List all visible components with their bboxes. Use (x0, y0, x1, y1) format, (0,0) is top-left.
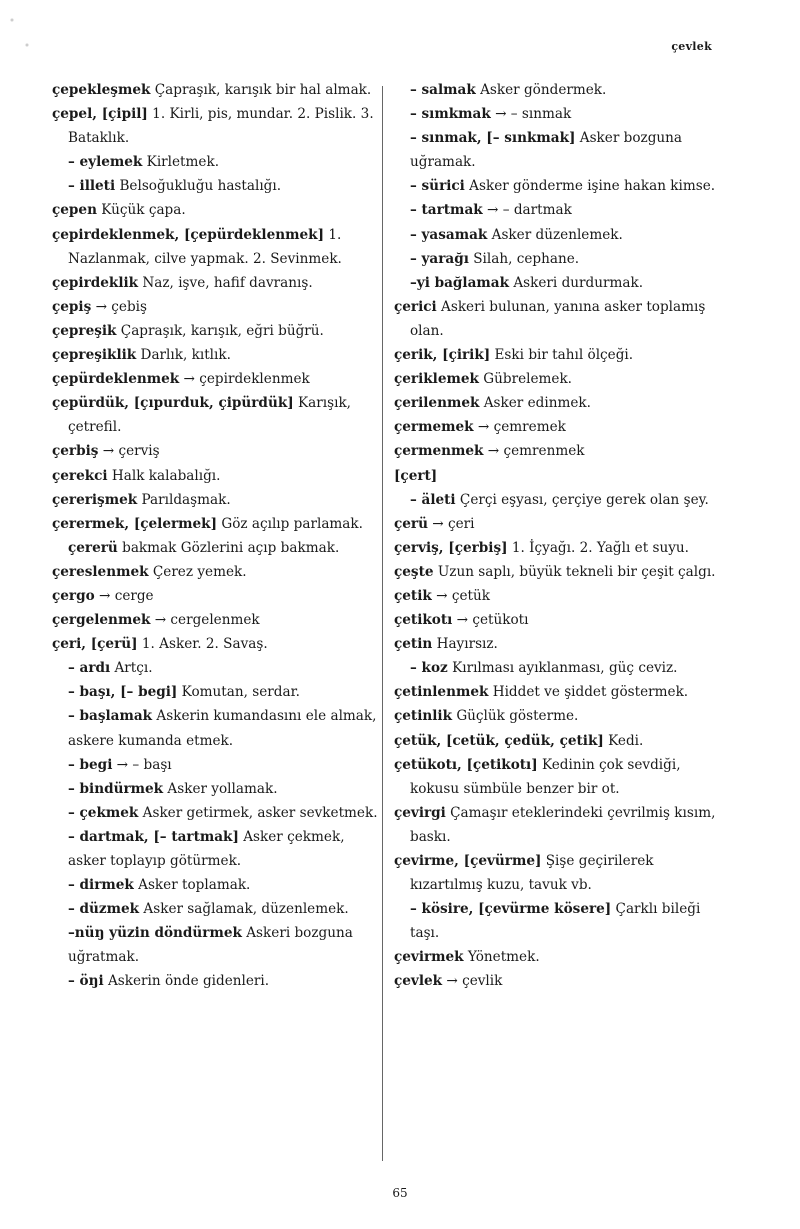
dictionary-entry (394, 271, 716, 295)
page-number: 65 (392, 1186, 408, 1200)
entry-headword: –yi bağlamak (410, 274, 509, 291)
entry-headword: – begi (68, 756, 113, 773)
dictionary-entry (52, 825, 382, 873)
entry-headword: – çekmek (68, 804, 139, 821)
dictionary-entry (52, 464, 382, 488)
entry-headword: çeşte (394, 563, 434, 580)
dictionary-entry (394, 415, 716, 439)
dictionary-entry (52, 102, 382, 150)
dictionary-entry (52, 873, 382, 897)
entry-headword: çevlek (394, 973, 443, 990)
dictionary-entry (394, 897, 716, 945)
entry-headword: çepel, [çipil] (52, 106, 148, 123)
entry-headword: – bindürmek (68, 780, 164, 797)
dictionary-entry (52, 439, 382, 463)
entry-definition: Uzun saplı, büyük tekneli bir çeşit çalgı. (433, 563, 716, 580)
entry-headword: çepürdeklenmek (52, 371, 180, 388)
entry-headword: çepreşiklik (52, 347, 137, 364)
entry-definition: Naz, işve, hafif davranış. (138, 274, 313, 291)
entry-headword: – sınmak, [– sınkmak] (410, 130, 576, 147)
entry-headword: – başı, [– begi] (68, 684, 178, 701)
dictionary-entry (52, 391, 382, 439)
dictionary-entry (394, 801, 716, 849)
entry-definition: Asker toplamak. (133, 877, 251, 894)
entry-definition: Hayırsız. (432, 636, 498, 653)
dictionary-entry (394, 969, 716, 993)
entry-headword: – salmak (410, 82, 476, 98)
entry-definition: → – sınmak (490, 106, 572, 123)
dictionary-entry (52, 343, 382, 367)
entry-definition: Artçı. (110, 660, 153, 677)
entry-headword: – düzmek (68, 901, 140, 918)
entry-definition: Şişe geçirilerek kızartılmış kuzu, tavuk vb. (410, 853, 654, 894)
entry-definition: Darlık, kıtlık. (136, 347, 231, 364)
dictionary-entry (394, 126, 716, 174)
entry-definition: Güçlük gösterme. (452, 708, 579, 725)
entry-headword: çepekleşmek (52, 82, 151, 98)
entry-definition: Asker gönderme işine hakan kimse. (464, 178, 716, 195)
dictionary-entry (52, 777, 382, 801)
dictionary-entry (394, 102, 716, 126)
entry-headword: çerermek, [çelermek] (52, 515, 218, 532)
entry-definition: → cergelenmek (150, 612, 260, 629)
entry-headword: çepen (52, 202, 97, 219)
entry-definition: Parıldaşmak. (137, 491, 231, 508)
entry-headword: – eylemek (68, 154, 143, 171)
dictionary-entry (52, 560, 382, 584)
entry-definition: Çamaşır eteklerindeki çevrilmiş kısım, baskı. (410, 804, 716, 845)
entry-definition: Çerez yemek. (148, 563, 247, 580)
entry-headword: çererişmek (52, 491, 138, 508)
entry-definition: Belsoğukluğu hastalığı. (115, 178, 282, 195)
entry-headword: – yarağı (410, 250, 469, 267)
entry-definition: Asker edinmek. (479, 395, 591, 412)
entry-definition: 1. Nazlanmak, cilve yapmak. 2. Sevinmek. (68, 226, 342, 267)
entry-headword: çetinlenmek (394, 684, 489, 701)
entry-definition: Göz açılıp parlamak. (217, 515, 363, 532)
entry-headword: çetükotı, [çetikotı] (394, 756, 538, 773)
dictionary-entry (394, 753, 716, 801)
dictionary-entry (394, 560, 716, 584)
entry-definition: Çapraşık, karışık, eğri büğrü. (116, 322, 324, 339)
dictionary-entry (52, 753, 382, 777)
dictionary-entry (52, 223, 382, 271)
entry-headword: – başlamak (68, 708, 153, 725)
entry-definition: Hiddet ve şiddet göstermek. (488, 684, 689, 701)
dictionary-entry (52, 801, 382, 825)
entry-headword: çetik (394, 587, 432, 604)
entry-definition: Kırılması ayıklanması, güç ceviz. (447, 660, 678, 677)
entry-definition: → çetükotı (452, 612, 529, 629)
entry-headword: çevirme, [çevürme] (394, 853, 542, 869)
entry-headword: çepürdük, [çıpurduk, çipürdük] (52, 395, 294, 412)
entry-headword: – koz (410, 660, 448, 677)
entry-definition: → – dartmak (482, 202, 572, 219)
entry-headword: çetin (394, 636, 433, 653)
dictionary-entry (52, 271, 382, 295)
dictionary-entry (394, 78, 716, 102)
entry-definition: Karışık, çetrefil. (68, 395, 351, 436)
dictionary-entry (52, 295, 382, 319)
running-header: çevlek (671, 40, 712, 53)
entry-headword: çerici (394, 298, 437, 315)
dictionary-entry (394, 945, 716, 969)
entry-definition: Gübrelemek. (478, 371, 573, 388)
entry-headword: – dartmak, [– tartmak] (68, 828, 239, 845)
entry-definition: Küçük çapa. (96, 202, 186, 219)
entry-definition: Asker düzenlemek. (487, 226, 623, 243)
dictionary-entry (394, 512, 716, 536)
entry-headword: – sürici (410, 178, 465, 195)
right-column (394, 78, 716, 994)
entry-headword: – äleti (410, 491, 456, 508)
dictionary-entry (52, 656, 382, 680)
dictionary-entry (52, 608, 382, 632)
dictionary-entry (394, 680, 716, 704)
entry-definition: bakmak Gözlerini açıp bakmak. (117, 539, 340, 556)
entry-definition: Askerin kumandasını ele almak, askere kumanda etmek. (68, 708, 377, 749)
entry-definition: Asker çekmek, asker toplayıp götürmek. (68, 828, 345, 869)
dictionary-entry (52, 584, 382, 608)
entry-definition: Asker getirmek, asker sevketmek. (138, 804, 378, 821)
column-divider (382, 86, 383, 1161)
dictionary-entry (394, 536, 716, 560)
entry-definition: Asker sağlamak, düzenlemek. (139, 901, 349, 918)
entry-headword: – dirmek (68, 877, 134, 894)
entry-definition: Asker göndermek. (475, 82, 607, 98)
entry-definition: Askerin önde gidenleri. (103, 973, 270, 990)
paper-speckle (2, 0, 42, 70)
entry-headword: çerü (394, 515, 428, 532)
entry-definition: Yönetmek. (463, 949, 540, 966)
dictionary-entry (394, 439, 716, 463)
entry-headword: çevirgi (394, 804, 446, 821)
dictionary-entry (394, 608, 716, 632)
entry-headword: çereslenmek (52, 563, 149, 580)
entry-definition: Askeri durdurmak. (509, 274, 644, 291)
entry-definition: Komutan, serdar. (177, 684, 300, 701)
dictionary-entry (394, 247, 716, 271)
dictionary-entry (52, 680, 382, 704)
entry-headword: çermemek (394, 419, 474, 436)
entry-headword: çerekci (52, 467, 108, 484)
entry-headword: çergelenmek (52, 612, 151, 629)
entry-headword: çerik, [çirik] (394, 347, 491, 364)
dictionary-entry (52, 897, 382, 921)
entry-headword: –nüŋ yüzin döndürmek (68, 925, 242, 942)
dictionary-entry (52, 319, 382, 343)
entry-headword: – öŋi (68, 973, 104, 990)
entry-definition: Kedi. (603, 732, 644, 749)
dictionary-entry (394, 656, 716, 680)
entry-headword: – sımkmak (410, 106, 491, 123)
entry-definition: Çarklı bileği taşı. (410, 901, 701, 942)
dictionary-entry (394, 198, 716, 222)
entry-headword: çerilenmek (394, 395, 480, 412)
entry-definition: Halk kalabalığı. (107, 467, 221, 484)
entry-headword: çepirdeklik (52, 274, 139, 291)
entry-headword: çeri, [çerü] (52, 636, 138, 653)
dictionary-entry (52, 704, 382, 752)
entry-definition: → çepirdeklenmek (179, 371, 310, 388)
entry-headword: çepiş (52, 298, 92, 315)
entry-headword: çetük, [cetük, çedük, çetik] (394, 732, 604, 749)
entry-definition: Asker bozguna uğramak. (410, 130, 683, 171)
entry-definition: → çevlik (442, 973, 503, 990)
entry-headword: çermenmek (394, 443, 484, 460)
entry-definition: → çeri (427, 515, 475, 532)
dictionary-entry (52, 632, 382, 656)
dictionary-entry (52, 921, 382, 969)
entry-definition: 1. Kirli, pis, mundar. 2. Pislik. 3. Bataklık. (68, 106, 374, 147)
entry-headword: – tartmak (410, 202, 483, 219)
entry-definition: Kirletmek. (142, 154, 220, 171)
dictionary-entry (394, 391, 716, 415)
entry-headword: çeriklemek (394, 371, 479, 388)
left-column (52, 78, 382, 994)
entry-definition: Asker yollamak. (163, 780, 278, 797)
entry-headword: çerviş, [çerbiş] (394, 539, 508, 556)
dictionary-entry (394, 343, 716, 367)
dictionary-entry (394, 729, 716, 753)
entry-headword: çevirmek (394, 949, 464, 966)
dictionary-entry (394, 464, 716, 488)
entry-headword: çerbiş (52, 443, 99, 460)
dictionary-entry (394, 488, 716, 512)
entry-definition: Kedinin çok sevdiği, kokusu sümbüle benzer bir ot. (410, 756, 681, 797)
dictionary-entry (394, 704, 716, 728)
dictionary-entry (394, 223, 716, 247)
dictionary-entry (394, 295, 716, 343)
dictionary-entry (52, 174, 382, 198)
entry-definition: 1. İçyağı. 2. Yağlı et suyu. (507, 539, 689, 556)
entry-headword: çepirdeklenmek, [çepürdeklenmek] (52, 226, 325, 243)
entry-definition: → çemrenmek (483, 443, 585, 460)
dictionary-entry (52, 198, 382, 222)
dictionary-entry (52, 536, 382, 560)
dictionary-entry (52, 367, 382, 391)
dictionary-entry (52, 78, 382, 102)
entry-definition: → çerviş (98, 443, 160, 460)
dictionary-entry (52, 512, 382, 536)
dictionary-entry (52, 150, 382, 174)
entry-definition: Askeri bozguna uğratmak. (68, 925, 353, 966)
entry-definition: → çetük (431, 587, 490, 604)
dictionary-entry (52, 969, 382, 993)
dictionary-entry (394, 849, 716, 897)
entry-headword: – illeti (68, 178, 116, 195)
dictionary-entry (52, 488, 382, 512)
entry-definition: Çerçi eşyası, çerçiye gerek olan şey. (455, 491, 709, 508)
entry-headword: çepreşik (52, 322, 117, 339)
entry-headword: çererü (68, 539, 118, 556)
entry-definition: → çemremek (473, 419, 566, 436)
entry-headword: – yasamak (410, 226, 488, 243)
entry-headword: çetikotı (394, 612, 453, 629)
dictionary-entry (394, 632, 716, 656)
dictionary-entry (394, 367, 716, 391)
entry-headword: çetinlik (394, 708, 452, 725)
entry-definition: Askeri bulunan, yanına asker toplamış olan. (410, 298, 706, 339)
entry-headword: – kösire, [çevürme kösere] (410, 901, 612, 918)
entry-headword: [çert] (394, 467, 438, 484)
entry-headword: – ardı (68, 660, 111, 677)
entry-definition: 1. Asker. 2. Savaş. (137, 636, 268, 653)
entry-definition: → cerge (94, 587, 154, 604)
entry-headword: çergo (52, 587, 95, 604)
entry-definition: → çebiş (91, 298, 147, 315)
entry-definition: Eski bir tahıl ölçeği. (490, 347, 634, 364)
dictionary-entry (394, 584, 716, 608)
dictionary-entry (394, 174, 716, 198)
entry-definition: → – başı (112, 756, 172, 773)
entry-definition: Çapraşık, karışık bir hal almak. (150, 82, 372, 98)
entry-definition: Silah, cephane. (468, 250, 580, 267)
